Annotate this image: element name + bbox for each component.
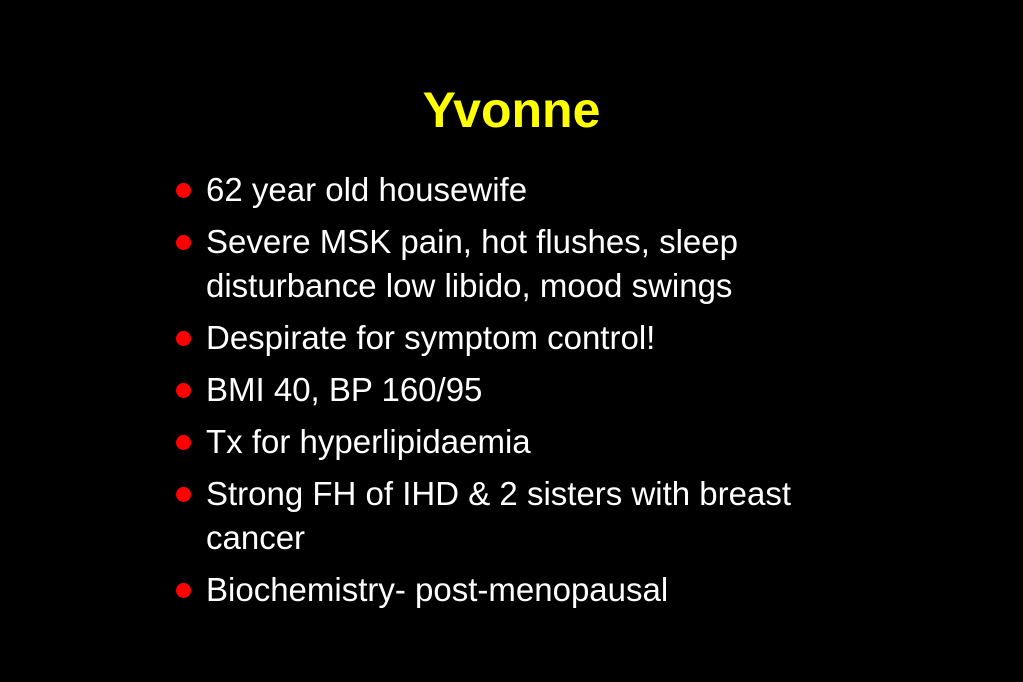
bullet-item [172,316,892,360]
bullet-text: Strong FH of IHD & 2 sisters with breast cancer [206,475,792,556]
bullet-item [172,420,892,464]
bullet-text: Severe MSK pain, hot flushes, sleep disturbance low libido, mood swings [206,223,738,304]
bullet-text: Biochemistry- post-menopausal [206,571,669,608]
bullet-dot-icon [176,331,191,346]
slide-title: Yvonne [422,82,601,138]
bullet-item [172,568,892,612]
bullet-text: 62 year old housewife [206,171,528,208]
bullet-dot-icon [176,383,191,398]
bullet-dot-icon [176,235,191,250]
bullet-list [172,168,892,620]
bullet-dot-icon [176,435,191,450]
bullet-dot-icon [176,583,191,598]
bullet-item [172,220,892,308]
bullet-dot-icon [176,487,191,502]
bullet-text: Despirate for symptom control! [206,319,656,356]
bullet-item [172,168,892,212]
bullet-dot-icon [176,183,191,198]
bullet-text: BMI 40, BP 160/95 [206,371,483,408]
bullet-item [172,368,892,412]
bullet-item [172,472,892,560]
bullet-text: Tx for hyperlipidaemia [206,423,531,460]
